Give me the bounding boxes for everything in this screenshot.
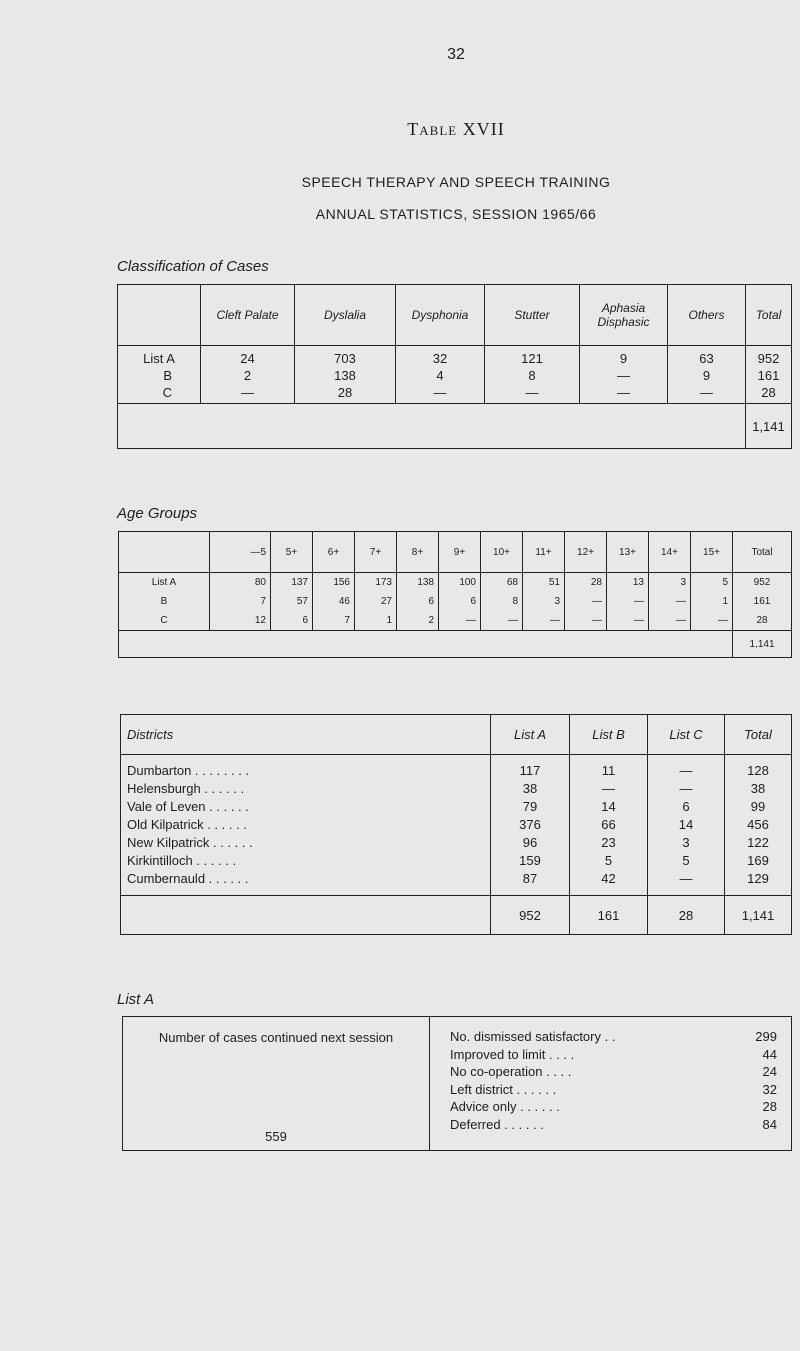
cell: — [481, 611, 523, 631]
district-name: Vale of Leven . . . . . . [127, 798, 249, 814]
classification-col-header: Stutter [485, 285, 580, 346]
cell: 11 [570, 755, 648, 780]
cell: 79 [491, 797, 570, 815]
cell: — [580, 384, 668, 404]
subtitle-speech-therapy: SPEECH THERAPY AND SPEECH TRAINING [301, 174, 611, 190]
age-row [119, 573, 792, 593]
cell: — [523, 611, 565, 631]
list-a-heading: List A [117, 991, 154, 1008]
cell: 9 [580, 346, 668, 368]
outcome-row [430, 1117, 791, 1135]
outcome-value: 299 [755, 1029, 777, 1044]
classification-header-row [118, 285, 792, 346]
cell: 169 [725, 851, 792, 869]
continued-label: Number of cases continued next session [158, 1030, 394, 1045]
cell: 161 [733, 592, 792, 611]
outcome-value: 84 [762, 1116, 777, 1132]
cell: 66 [570, 815, 648, 833]
age-col-header: 8+ [397, 532, 439, 573]
cell: 7 [210, 592, 271, 611]
cell: 3 [523, 592, 565, 611]
age-header-row [119, 532, 792, 573]
cell: 12 [210, 611, 271, 631]
cell: 129 [725, 869, 792, 896]
cell: — [201, 384, 295, 404]
cell: 4 [396, 367, 485, 384]
outcome-row [430, 1064, 791, 1082]
age-row [119, 592, 792, 611]
outcome-value: 32 [762, 1081, 777, 1097]
cell: 128 [725, 755, 792, 780]
districts-total-row [121, 896, 792, 935]
cell: — [580, 367, 668, 384]
cell: 42 [570, 869, 648, 896]
continued-value: 559 [265, 1129, 287, 1144]
grand-total: 1,141 [746, 404, 792, 449]
outcomes-cell [430, 1017, 792, 1151]
cell: 5 [648, 851, 725, 869]
district-row [121, 833, 792, 851]
cell: 27 [355, 592, 397, 611]
cell: 14 [570, 797, 648, 815]
cell: 8 [485, 367, 580, 384]
district-row [121, 815, 792, 833]
cell: — [485, 384, 580, 404]
cell: 3 [649, 573, 691, 593]
classification-col-header: Cleft Palate [201, 285, 295, 346]
cell: — [607, 611, 649, 631]
classification-col-header: Dysphonia [396, 285, 485, 346]
cell: 6 [648, 797, 725, 815]
classification-row [118, 384, 792, 404]
cell: 28 [733, 611, 792, 631]
cell: 376 [491, 815, 570, 833]
cell: — [649, 611, 691, 631]
outcome-label: Improved to limit . . . . [450, 1046, 575, 1062]
cell: 161 [746, 367, 792, 384]
cell: — [648, 869, 725, 896]
outcome-value: 28 [762, 1099, 777, 1114]
cell: 57 [271, 592, 313, 611]
classification-col-header: Dyslalia [295, 285, 396, 346]
cell: — [570, 779, 648, 797]
districts-col-header: List A [491, 715, 570, 755]
cell: 87 [491, 869, 570, 896]
districts-table [120, 714, 792, 935]
districts-header-row [121, 715, 792, 755]
row-label: B [160, 596, 168, 607]
cell: 9 [668, 367, 746, 384]
cell: 159 [491, 851, 570, 869]
cell: 122 [725, 833, 792, 851]
total-list-a: 952 [491, 896, 570, 935]
age-total-row [119, 631, 792, 658]
district-row [121, 869, 792, 896]
age-col-header: 7+ [355, 532, 397, 573]
cell: 38 [491, 779, 570, 797]
cell: 68 [481, 573, 523, 593]
outcome-value: 44 [762, 1046, 777, 1062]
age-col-header: 6+ [313, 532, 355, 573]
cell: 7 [313, 611, 355, 631]
age-groups-heading: Age Groups [117, 505, 198, 522]
districts-col-header: Total [725, 715, 792, 755]
cell: — [649, 592, 691, 611]
classification-col-header [118, 285, 201, 346]
outcome-label: Deferred . . . . . . [450, 1116, 544, 1132]
outcome-row [430, 1082, 791, 1100]
cell: 5 [570, 851, 648, 869]
cell: — [607, 592, 649, 611]
classification-row [118, 367, 792, 384]
classification-row [118, 346, 792, 368]
table-title: Table XVII [407, 119, 505, 139]
subtitle-annual-statistics: ANNUAL STATISTICS, SESSION 1965/66 [315, 206, 597, 222]
cell: 952 [746, 346, 792, 368]
outcome-label: No co-operation . . . . [450, 1064, 572, 1079]
cell: 100 [439, 573, 481, 593]
total-list-b: 161 [570, 896, 648, 935]
cell: 28 [295, 384, 396, 404]
total-list-c: 28 [648, 896, 725, 935]
cell: 2 [397, 611, 439, 631]
continued-cell [123, 1017, 430, 1151]
row-label: C [160, 615, 168, 626]
district-row [121, 779, 792, 797]
outcome-row [430, 1029, 791, 1047]
cell: 156 [313, 573, 355, 593]
cell: 703 [295, 346, 396, 368]
cell: 5 [691, 573, 733, 593]
grand-total: 1,141 [725, 896, 792, 935]
age-col-header: 12+ [565, 532, 607, 573]
classification-table [117, 284, 792, 449]
cell: 137 [271, 573, 313, 593]
row-label: C [162, 385, 172, 400]
page-number: 32 [447, 46, 465, 63]
cell: 13 [607, 573, 649, 593]
cell: 99 [725, 797, 792, 815]
district-name: Kirkintilloch . . . . . . [127, 852, 237, 868]
row-label: B [163, 368, 172, 383]
cell: 38 [725, 779, 792, 797]
row-label: List A [143, 351, 175, 366]
cell: 173 [355, 573, 397, 593]
cell: 63 [668, 346, 746, 368]
cell: — [439, 611, 481, 631]
classification-col-header: Aphasia Disphasic [580, 285, 668, 346]
age-row [119, 611, 792, 631]
cell: 46 [313, 592, 355, 611]
cell: 456 [725, 815, 792, 833]
cell: 51 [523, 573, 565, 593]
districts-col-header: List B [570, 715, 648, 755]
cell: 14 [648, 815, 725, 833]
cell: 6 [397, 592, 439, 611]
cell: 1 [355, 611, 397, 631]
cell: — [691, 611, 733, 631]
outcome-label: No. dismissed satisfactory . . [450, 1029, 616, 1044]
cell: 28 [746, 384, 792, 404]
cell: 138 [397, 573, 439, 593]
cell: — [565, 611, 607, 631]
district-name: New Kilpatrick . . . . . . [127, 834, 253, 850]
district-row [121, 797, 792, 815]
classification-heading: Classification of Cases [117, 258, 269, 275]
outcome-row [430, 1047, 791, 1065]
cell: — [396, 384, 485, 404]
age-col-header: 9+ [439, 532, 481, 573]
age-col-header: —5 [210, 532, 271, 573]
district-name: Helensburgh . . . . . . [127, 780, 245, 796]
cell: 138 [295, 367, 396, 384]
outcome-label: Left district . . . . . . [450, 1081, 557, 1097]
cell: 23 [570, 833, 648, 851]
classification-total-row [118, 404, 792, 449]
cell: 28 [565, 573, 607, 593]
age-col-header: 13+ [607, 532, 649, 573]
cell: 6 [271, 611, 313, 631]
age-col-header: Total [733, 532, 792, 573]
outcome-label: Advice only . . . . . . [450, 1099, 560, 1114]
districts-col-header: List C [648, 715, 725, 755]
age-col-header: 10+ [481, 532, 523, 573]
district-row [121, 755, 792, 780]
classification-col-header: Total [746, 285, 792, 346]
list-a-table [122, 1016, 792, 1151]
age-col-header: 11+ [523, 532, 565, 573]
row-label: List A [151, 577, 177, 588]
classification-col-header: Others [668, 285, 746, 346]
cell: 117 [491, 755, 570, 780]
district-name: Dumbarton . . . . . . . . [127, 762, 250, 778]
age-groups-table [118, 531, 792, 658]
cell: 32 [396, 346, 485, 368]
district-name: Cumbernauld . . . . . . [127, 870, 249, 886]
outcome-value: 24 [762, 1064, 777, 1079]
cell: — [648, 779, 725, 797]
grand-total: 1,141 [733, 631, 792, 658]
age-col-header [119, 532, 210, 573]
district-name: Old Kilpatrick . . . . . . [127, 816, 247, 832]
cell: 121 [485, 346, 580, 368]
cell: 3 [648, 833, 725, 851]
cell: 6 [439, 592, 481, 611]
cell: — [668, 384, 746, 404]
district-row [121, 851, 792, 869]
cell: 24 [201, 346, 295, 368]
cell: 80 [210, 573, 271, 593]
cell: 96 [491, 833, 570, 851]
cell: 1 [691, 592, 733, 611]
districts-col-header: Districts [121, 715, 491, 755]
cell: — [565, 592, 607, 611]
age-col-header: 5+ [271, 532, 313, 573]
cell: 8 [481, 592, 523, 611]
cell: 952 [733, 573, 792, 593]
cell: 2 [201, 367, 295, 384]
age-col-header: 15+ [691, 532, 733, 573]
age-col-header: 14+ [649, 532, 691, 573]
cell: — [648, 755, 725, 780]
outcome-row [430, 1099, 791, 1117]
